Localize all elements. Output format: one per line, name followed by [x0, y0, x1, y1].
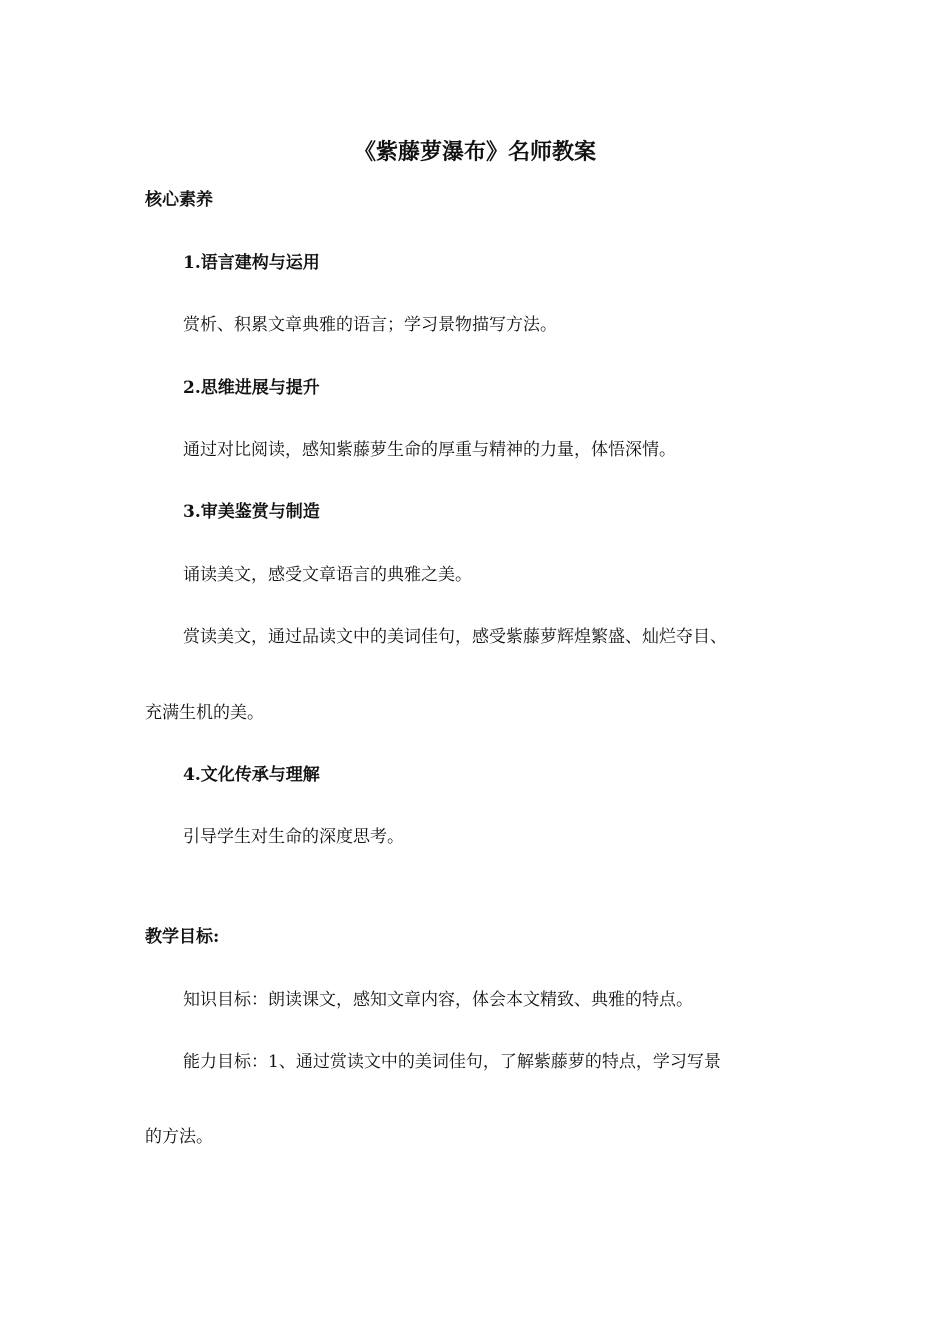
item-heading-3: 3.审美鉴赏与制造 [183, 502, 320, 522]
item-text-3b-line2: 充满生机的美。 [145, 703, 264, 723]
section-heading-core-literacy: 核心素养 [145, 190, 213, 210]
item-heading-2: 2.思维进展与提升 [183, 378, 320, 398]
document-title: 《紫藤萝瀑布》名师教案 [353, 139, 596, 165]
item-heading-4: 4.文化传承与理解 [183, 765, 320, 785]
ability-goal-line2: 的方法。 [145, 1127, 213, 1147]
ability-goal-line1: 能力目标：1、通过赏读文中的美词佳句，了解紫藤萝的特点，学习写景 [183, 1052, 721, 1072]
item-text-1: 赏析、积累文章典雅的语言；学习景物描写方法。 [183, 315, 557, 335]
knowledge-goal: 知识目标：朗读课文，感知文章内容，体会本文精致、典雅的特点。 [183, 990, 693, 1010]
item-text-2: 通过对比阅读，感知紫藤萝生命的厚重与精神的力量，体悟深情。 [183, 440, 676, 460]
item-text-3b-line1: 赏读美文，通过品读文中的美词佳句，感受紫藤萝辉煌繁盛、灿烂夺目、 [183, 627, 727, 647]
item-text-3: 诵读美文，感受文章语言的典雅之美。 [183, 565, 472, 585]
section-heading-teaching-goals: 教学目标: [145, 927, 220, 947]
item-heading-1: 1.语言建构与运用 [183, 253, 320, 273]
item-text-4: 引导学生对生命的深度思考。 [183, 827, 404, 847]
